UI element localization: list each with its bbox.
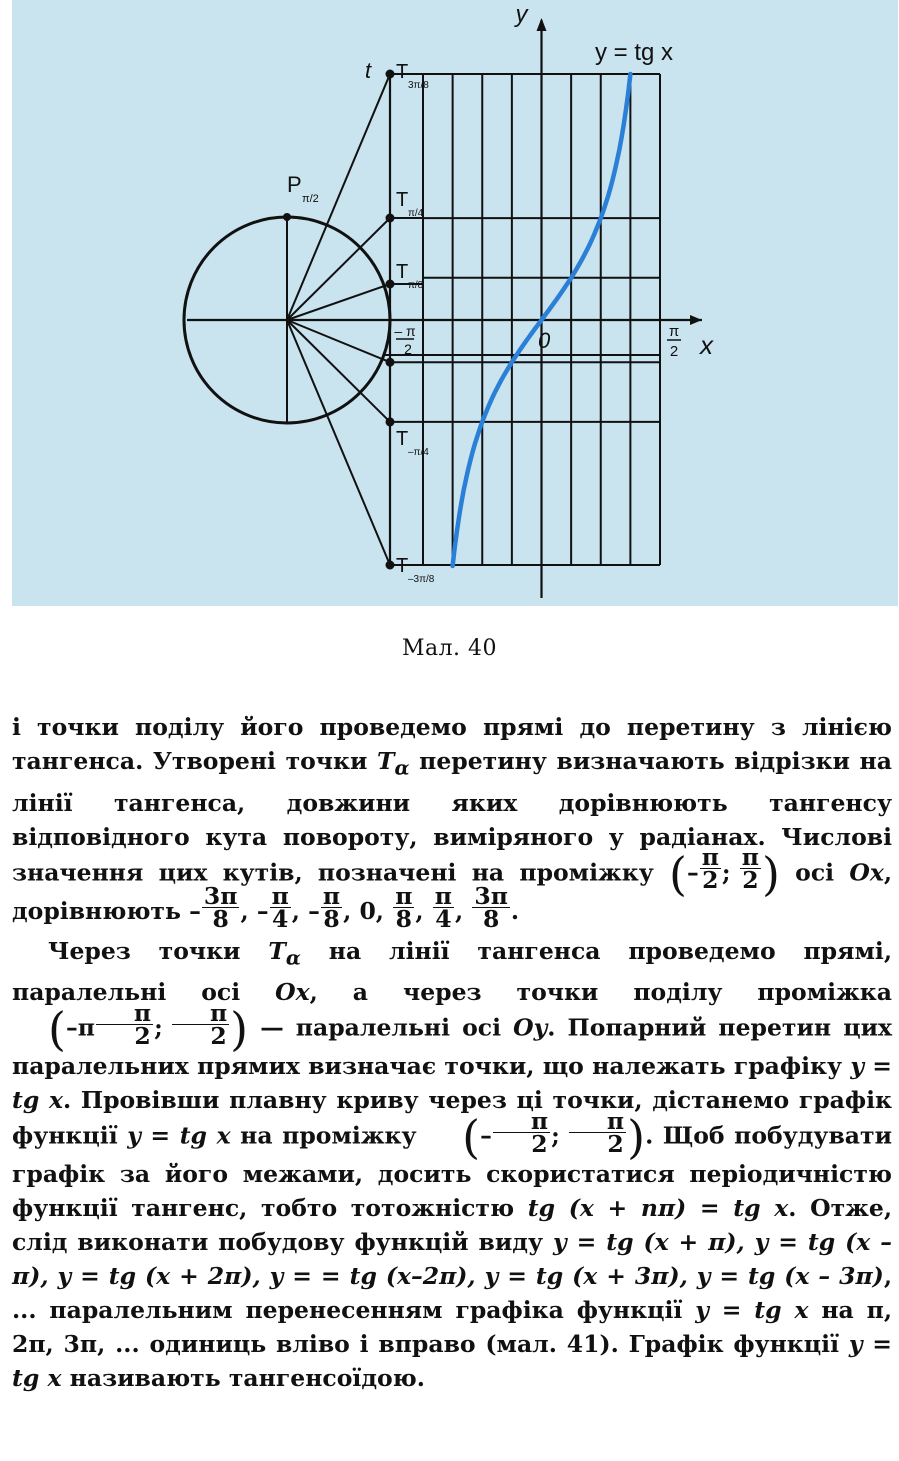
formula: y = tg x: [695, 1296, 809, 1325]
text-run: називають: [61, 1364, 229, 1393]
interval-minus-pi2-pi2: (–π $\frac{\pi}{2}$ ; $\frac{\pi}{2}$ ): [48, 998, 249, 1057]
y-axis-arrow: [537, 18, 547, 31]
interval-minus-pi2-pi2: (– $\frac{\pi}{2}$ ; $\frac{\pi}{2}$ ): [669, 843, 780, 901]
figure-panel: [12, 0, 898, 606]
label-t-pi4: T: [396, 189, 409, 211]
t-alpha: $T_\alpha$: [268, 936, 301, 970]
paragraph-2: Через точки $T_\alpha$ на лінії тангенса проведемо прямі, паралельні осі Ox, а через точки поділу проміжка (–π $\frac{\pi}{2}$ ; $\frac{\pi}{2}$ ) — паралельні осі Oy. Попарний перетин цих паралельних прямих визначає точки, що належать графіку y = tg x. Провівши плавну криву через ці точки, дістанемо графік функції y = tg x на проміжку (– $\frac{\pi}{2}$ ; $\frac{\pi}{2}$ ). Щоб побудувати графік за його межами, досить скористатися періодичністю функції тангенс, тобто тотожністю tg (x + nπ) = tg x. Отже, слід виконати побудову функцій виду y = tg (x + π), y = tg (x – π), y = tg (x + 2π), y = = tg (x–2π), y = tg (x + 3π), y = tg (x – 3π), ... паралельним перенесенням графіка функції y = tg x на π, 2π, 3π, ... одиниць вліво і вправо (мал. 41). Графік функції y = tg x називають тангенсоїдою.: [12, 936, 893, 1393]
text-run: перетину визначають відрізки на лінії тангенса, довжини яких дорівнюють тангенсу відповідного кута повороту, виміряного у радіанах. Числові значення цих кутів, позначені на проміжку: [12, 747, 892, 887]
text-run: , дорівнюють: [12, 858, 893, 925]
text-run: Через точки: [48, 936, 269, 965]
label-t-minus-pi4-sub: –π/4: [408, 447, 429, 458]
figure-caption: Мал. 40: [401, 636, 498, 661]
formula: y = tg x: [12, 1052, 892, 1115]
left-end-num: – π: [394, 323, 416, 339]
p-label: P: [287, 172, 302, 197]
x-axis-label: x: [700, 330, 713, 360]
curve-label: y = tg x: [595, 39, 674, 66]
text-run: на π, 2π, 3π, ... одиниць вліво і вправо (мал. 41). Графік функції: [12, 1296, 893, 1359]
oy-axis-name: Oy: [513, 1013, 548, 1042]
text-run: осі: [779, 858, 850, 887]
text-run: на проміжку: [230, 1121, 427, 1150]
label-t-3pi8: T: [396, 61, 409, 83]
label-t-pi8-sub: π/8: [408, 280, 424, 291]
right-end-den: 2: [669, 343, 679, 360]
t-axis-label: t: [365, 58, 372, 83]
interval-minus-pi2-pi2: (– $\frac{\pi}{2}$ ; $\frac{\pi}{2}$ ): [462, 1106, 646, 1165]
formula: y = tg (x + π), y = tg (x – π), y = tg (x + 2π), y = = tg (x–2π), y = tg (x + 3π), y = tg (x – 3π): [12, 1228, 892, 1291]
formula: tg (x + nπ) = tg x: [527, 1194, 789, 1223]
body-text: [12, 710, 892, 1395]
label-t-minus-3pi8: T: [396, 555, 409, 577]
text-run: , ... паралельним перенесенням графіка функції: [12, 1262, 892, 1325]
text-run: . Провівши плавну криву через ці точки, дістанемо графік функції: [12, 1086, 892, 1150]
label-t-3pi8-sub: 3π/8: [408, 80, 429, 91]
ox-axis-name: Ox: [275, 978, 310, 1007]
ox-axis-name: Ox: [849, 858, 884, 887]
paragraph-1: [12, 710, 893, 933]
left-end-den: 2: [404, 341, 412, 357]
y-axis-label: y: [515, 1, 528, 28]
term-tangensoida: тангенсоїдою: [228, 1364, 417, 1393]
ray-line: [287, 284, 390, 320]
point-p: [283, 213, 291, 221]
t-alpha: $T_\alpha$: [376, 747, 410, 780]
text-run: . Щоб побудувати графік за його межами, досить скористатися періодичністю функції тангенс, тобто тотожністю: [12, 1121, 892, 1223]
tangent-figure: [12, 0, 898, 606]
text-run: . Отже, слід виконати побудову функцій виду: [12, 1194, 893, 1257]
text-run: на лінії тангенса проведемо прямі, паралельні осі: [12, 936, 892, 1007]
x-axis-arrow: [690, 315, 702, 325]
label-t-pi4-sub: π/4: [408, 208, 424, 219]
text-run: . Попарний перетин цих паралельних прямих визначає точки, що належать графіку: [12, 1013, 893, 1081]
text-run: , а через точки поділу проміжка: [309, 978, 892, 1007]
ray-line: [287, 320, 390, 422]
ray-line: [287, 218, 390, 320]
origin-label: 0: [538, 328, 551, 353]
formula: y = tg x: [12, 1330, 892, 1393]
label-t-minus-pi4: T: [396, 428, 409, 450]
p-subscript: π/2: [302, 193, 319, 205]
label-t-pi8: T: [396, 261, 409, 283]
formula: y = tg x: [127, 1121, 231, 1150]
right-end-num: π: [668, 323, 680, 340]
angle-list: – $\frac{3\pi}{8}$ , – $\frac{\pi}{4}$ , – $\frac{\pi}{8}$ , 0, $\frac{\pi}{8}$ , $\frac{\pi}{4}$ , $\frac{3\pi}{8}$ .: [189, 881, 520, 933]
text-run: і точки поділу його проведемо прямі до перетину з лінією тангенса. Утворені точки: [12, 713, 892, 775]
text-run: — паралельні осі: [248, 1013, 514, 1042]
label-t-minus-3pi8-sub: –3π/8: [408, 574, 435, 585]
